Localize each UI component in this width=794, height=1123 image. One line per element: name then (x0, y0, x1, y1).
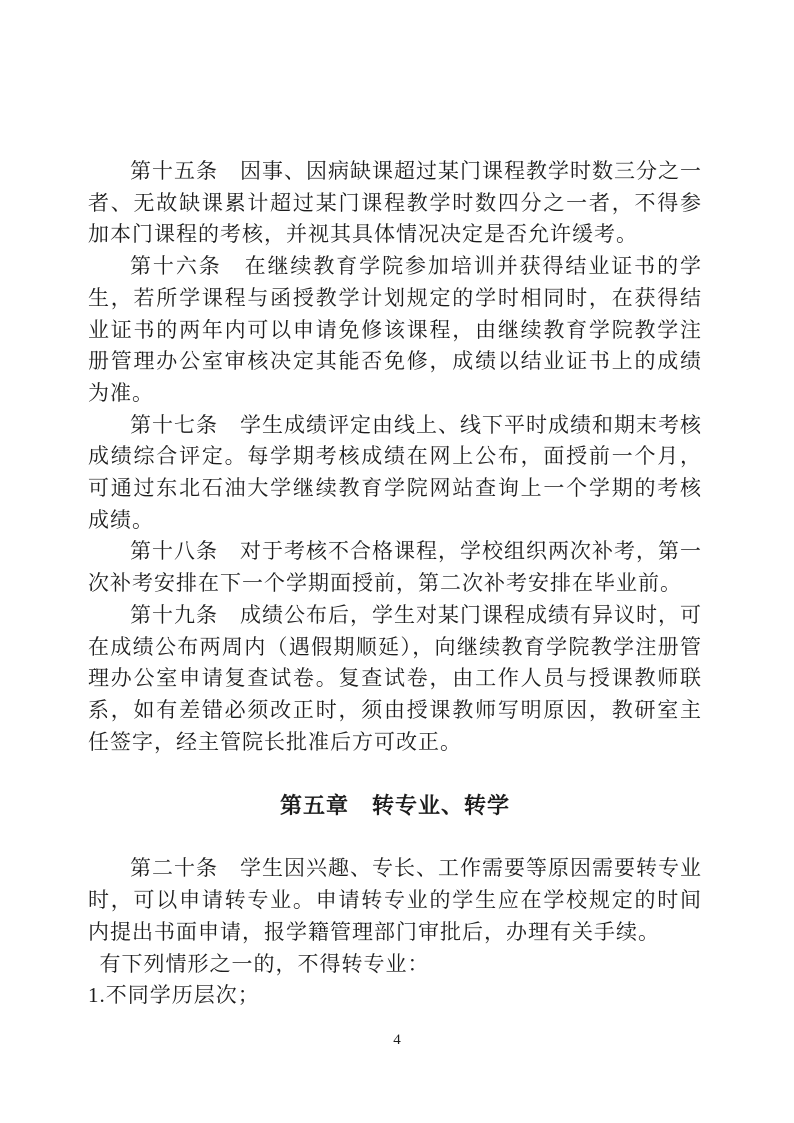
paragraph-body: 第十六条 在继续教育学院参加培训并获得结业证书的学生，若所学课程与函授教学计划规定的学时相同时，在获得结业证书的两年内可以申请免修该课程，由继续教育学院教学注册管理办公室审核决定其能否免修，成绩以结业证书上的成绩为准。 (88, 254, 702, 405)
paragraph-sub: 有下列情形之一的，不得转专业： (99, 951, 430, 976)
paragraph-body: 第十八条 对于考核不合格课程，学校组织两次补考，第一次补考安排在下一个学期面授前，第二次补考安排在毕业前。 (88, 539, 702, 596)
page-number: 4 (393, 1032, 401, 1048)
paragraph-body: 第十九条 成绩公布后，学生对某门课程成绩有异议时，可在成绩公布两周内（遇假期顺延），向继续教育学院教学注册管理办公室申请复查试卷。复查试卷，由工作人员与授课教师联系，如有差错必须改正时，须由授课教师写明原因，教研室主任签字，经主管院长批准后方可改正。 (88, 602, 702, 754)
document-body (88, 156, 702, 1012)
paragraph-body: 第十五条 因事、因病缺课超过某门课程教学时数三分之一者、无故缺课累计超过某门课程教学时数四分之一者，不得参加本门课程的考核，并视其具体情况决定是否允许缓考。 (88, 159, 702, 247)
paragraph-item: 1.不同学历层次； (88, 983, 260, 1008)
paragraph-body: 第十七条 学生成绩评定由线上、线下平时成绩和期末考核成绩综合评定。每学期考核成绩在网上公布，面授前一个月，可通过东北石油大学继续教育学院网站查询上一个学期的考核成绩。 (88, 412, 702, 532)
paragraph-body: 第二十条 学生因兴趣、专长、工作需要等原因需要转专业时，可以申请转专业。申请转专业的学生应在学校规定的时间内提出书面申请，报学籍管理部门审批后，办理有关手续。 (88, 856, 702, 944)
paragraph-chapter-heading: 第五章 转专业、转学 (279, 793, 510, 819)
